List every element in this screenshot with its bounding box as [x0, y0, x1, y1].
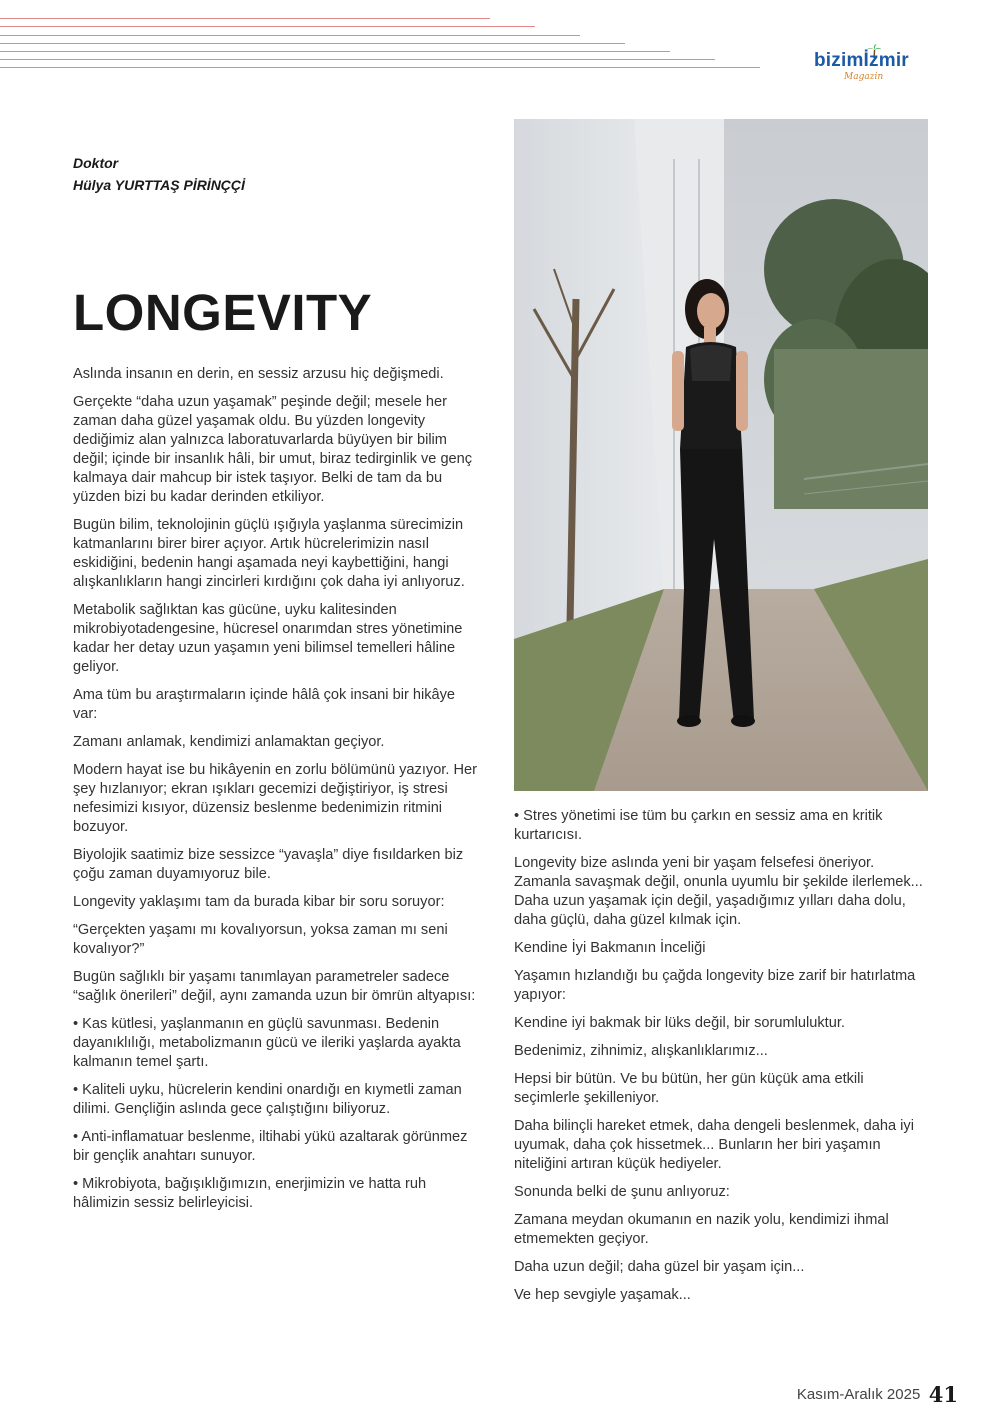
paragraph: Daha bilinçli hareket etmek, daha dengeli beslenmek, daha iyi uyumak, daha çok hissetmek... Bunların her biri yaşamın niteliğini artıran küçük hediyeler. — [514, 1118, 914, 1172]
paragraph: “Gerçekten yaşamı mı kovalıyorsun, yoksa zaman mı seni kovalıyor?” — [73, 922, 448, 957]
bullet-item: • Stres yönetimi ise tüm bu çarkın en sessiz ama en kritik kurtarıcısı. — [514, 808, 883, 843]
woman-walking-photo — [514, 119, 928, 791]
page-footer — [797, 1382, 958, 1407]
author-block — [73, 152, 245, 196]
bullet-item: • Mikrobiyota, bağışıklığımızın, enerjimizin ve hatta ruh hâlimizin sessiz belirleyicisi. — [73, 1176, 427, 1211]
article-title: LONGEVITY — [73, 284, 373, 341]
paragraph: Yaşamın hızlandığı bu çağda longevity bize zarif bir hatırlatma yapıyor: — [514, 968, 916, 1003]
author-name: Hülya YURTTAŞ PİRİNÇÇİ — [73, 177, 245, 193]
paragraph: Longevity bize aslında yeni bir yaşam felsefesi öneriyor. Zamanla savaşmak değil, onunla uyumlu bir şekilde ilerlemek... Daha uzun yaşamak için değil, yaşadığımız yılları daha dolu, daha güçlü, daha güzel kılmak için. — [514, 855, 923, 928]
paragraph: Bugün bilim, teknolojinin güçlü ışığıyla yaşlanma sürecimizin katmanlarını birer birer açıyor. Artık hücrelerimizin nasıl eskidiğini, bedenin hangi aşamada neyi kaybettiğini, hangi alışkanlıkların hangi zincirleri kırdığını çok daha iyi anlıyoruz. — [73, 517, 465, 590]
bullet-item: • Anti-inflamatuar beslenme, iltihabi yükü azaltarak görünmez bir gençlik anahtarı sunuyor. — [73, 1129, 468, 1164]
paragraph: Metabolik sağlıktan kas gücüne, uyku kalitesinden mikrobiyotadengesine, hücresel onarımdan stres yönetimine kadar her detay uzun yaşamın yeni bilimsel temelleri hâline geliyor. — [73, 602, 463, 675]
paragraph: Ve hep sevgiyle yaşamak... — [514, 1287, 691, 1303]
paragraph: Gerçekte “daha uzun yaşamak” peşinde değil; mesele her zaman daha güzel yaşamak oldu. Bu yüzden longevity dediğimiz alan yalnızca laboratuvarlarda büyüyen bir bilim değil; içinde bir insanlık hâli, bir umut, biraz tedirginlik ve genç kalmaya dair mahcup bir istek taşıyor. Belki de tam da bu yüzden bizi bu kadar derinden etkiliyor. — [73, 394, 473, 505]
paragraph: Daha uzun değil; daha güzel bir yaşam için... — [514, 1259, 805, 1275]
article-photo — [514, 119, 928, 791]
paragraph: Kendine iyi bakmak bir lüks değil, bir sorumluluktur. — [514, 1015, 845, 1031]
article-right-column — [514, 807, 930, 1314]
paragraph: Bugün sağlıklı bir yaşamı tanımlayan parametreler sadece “sağlık önerileri” değil, aynı zamanda uzun bir ömrün altyapısı: — [73, 969, 476, 1004]
paragraph: Biyolojik saatimiz bize sessizce “yavaşla” diye fısıldarken biz çoğu zaman duyamıyoruz bile. — [73, 847, 464, 882]
paragraph: Longevity yaklaşımı tam da burada kibar bir soru soruyor: — [73, 894, 445, 910]
section-heading: Kendine İyi Bakmanın İnceliği — [514, 940, 706, 956]
paragraph: Zamana meydan okumanın en nazik yolu, kendimizi ihmal etmemekten geçiyor. — [514, 1212, 889, 1247]
paragraph: Zamanı anlamak, kendimizi anlamaktan geçiyor. — [73, 734, 385, 750]
magazine-logo — [814, 46, 934, 90]
logo-text: bizimİzmir — [814, 50, 909, 71]
paragraph: Sonunda belki de şunu anlıyoruz: — [514, 1184, 730, 1200]
paragraph: Aslında insanın en derin, en sessiz arzusu hiç değişmedi. — [73, 366, 444, 382]
paragraph: Hepsi bir bütün. Ve bu bütün, her gün küçük ama etkili seçimlerle şekilleniyor. — [514, 1071, 864, 1106]
logo-subtitle: Magazin — [844, 72, 884, 82]
bullet-item: • Kas kütlesi, yaşlanmanın en güçlü savunması. Bedenin dayanıklılığı, metabolizmanın gücü ve ileriki yaşlarda ayakta kalmanın temel şartı. — [73, 1016, 461, 1070]
paragraph: Modern hayat ise bu hikâyenin en zorlu bölümünü yazıyor. Her şey hızlanıyor; ekran ışıkları gecemizi değiştiriyor, iş stresi nefesimizi kısıyor, düzensiz beslenme bedenimizin ritmini bozuyor. — [73, 762, 477, 835]
bullet-item: • Kaliteli uyku, hücrelerin kendini onardığı en kıymetli zaman dilimi. Gençliğin aslında gece çalıştığını biliyoruz. — [73, 1082, 462, 1117]
issue-date: Kasım-Aralık 2025 — [796, 1386, 921, 1403]
page-number: 41 — [928, 1382, 958, 1407]
paragraph: Ama tüm bu araştırmaların içinde hâlâ çok insani bir hikâye var: — [73, 687, 456, 722]
article-left-column — [73, 365, 483, 1222]
paragraph: Bedenimiz, zihnimiz, alışkanlıklarımız... — [514, 1043, 768, 1059]
author-title: Doktor — [73, 155, 119, 171]
